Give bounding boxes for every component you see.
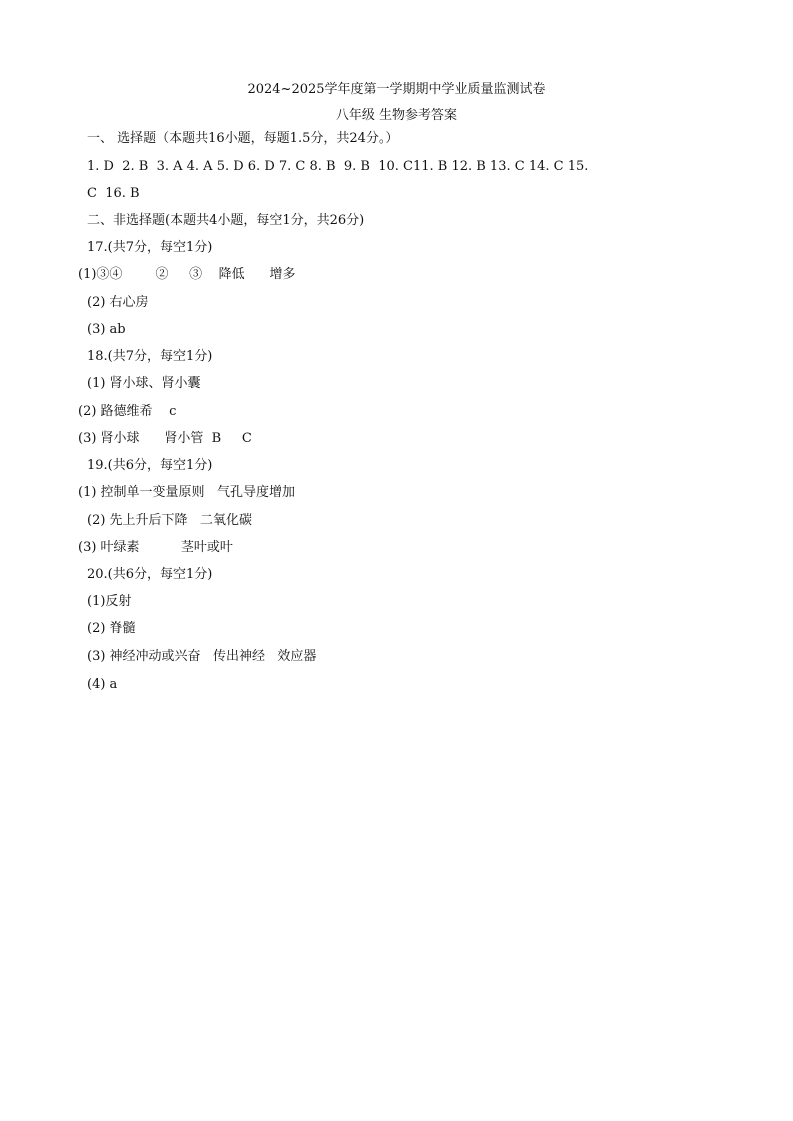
q19-heading: 19.(共6分，每空1分) xyxy=(87,458,213,473)
q20-heading: 20.(共6分，每空1分) xyxy=(87,567,213,582)
q18-answer-3: (3) 肾小球 肾小管 B C xyxy=(78,431,252,446)
q20-answer-3: (3) 神经冲动或兴奋 传出神经 效应器 xyxy=(87,649,317,664)
q18-answer-1: (1) 肾小球、肾小囊 xyxy=(87,376,201,391)
section1-answers-line2: C 16. B xyxy=(87,186,140,201)
q20-answer-1: (1)反射 xyxy=(87,594,132,609)
q20-answer-4: (4) a xyxy=(87,677,118,692)
q19-answer-1: (1) 控制单一变量原则 气孔导度增加 xyxy=(78,485,295,500)
q20-answer-2: (2) 脊髓 xyxy=(87,621,136,636)
q18-heading: 18.(共7分，每空1分) xyxy=(87,349,213,364)
q19-answer-3: (3) 叶绿素 茎叶或叶 xyxy=(78,540,233,555)
q18-answer-2: (2) 路德维希 c xyxy=(78,404,177,419)
document-subtitle: 八年级 生物参考答案 xyxy=(335,108,458,123)
section1-answers-line1: 1. D 2. B 3. A 4. A 5. D 6. D 7. C 8. B 9. B 10. C11. B 12. B 13. C 14. C 15. xyxy=(87,159,589,174)
document-title: 2024~2025学年度第一学期期中学业质量监测试卷 xyxy=(247,82,546,97)
section1-heading: 一、 选择题（本题共16小题，每题1.5分，共24分。） xyxy=(87,131,399,146)
q17-heading: 17.(共7分，每空1分) xyxy=(87,240,213,255)
section2-heading: 二、非选择题(本题共4小题，每空1分，共26分) xyxy=(87,213,365,228)
q17-answer-2: (2) 右心房 xyxy=(87,295,149,310)
q17-answer-3: (3) ab xyxy=(87,322,126,337)
q19-answer-2: (2) 先上升后下降 二氧化碳 xyxy=(87,513,252,528)
q17-answer-1: (1)③④ ② ③ 降低 增多 xyxy=(78,267,296,282)
